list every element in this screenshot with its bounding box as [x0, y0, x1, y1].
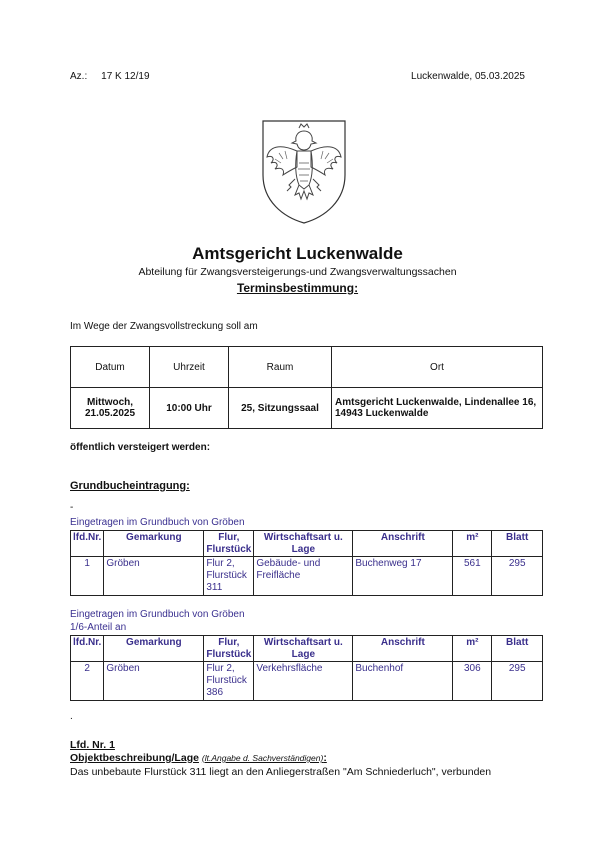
appointment-location: Amtsgericht Luckenwalde, Lindenallee 16, 14943 Luckenwalde [332, 388, 543, 429]
entry2-caption: Eingetragen im Grundbuch von Gröben [70, 609, 245, 620]
place-date: Luckenwalde, 05.03.2025 [411, 71, 525, 82]
separator-dot: . [70, 711, 73, 722]
lfd-nr-heading: Lfd. Nr. 1 [70, 739, 115, 751]
col-blatt: Blatt [492, 531, 543, 557]
col-blatt: Blatt [492, 636, 543, 662]
appointment-date: Mittwoch, 21.05.2025 [71, 388, 150, 429]
col-anschrift: Anschrift [353, 636, 453, 662]
col-lfd-nr: lfd.Nr. [71, 531, 104, 557]
col-m2: m² [453, 531, 492, 557]
cell-blatt: 295 [492, 557, 543, 596]
col-wirtschaftsart: Wirtschaftsart u. Lage [254, 636, 353, 662]
col-gemarkung: Gemarkung [104, 531, 204, 557]
col-wirtschaftsart: Wirtschaftsart u. Lage [254, 531, 353, 557]
cell-wirtschaftsart: Gebäude- und Freifläche [254, 557, 353, 596]
department: Abteilung für Zwangsversteigerungs-und Zwangsverwaltungssachen [138, 266, 457, 278]
az-label: Az.: [70, 71, 88, 82]
cell-m2: 306 [453, 662, 492, 701]
grundbuch-table-1 [70, 530, 543, 596]
col-m2: m² [453, 636, 492, 662]
az-value: 17 K 12/19 [101, 71, 150, 82]
court-name: Amtsgericht Luckenwalde [192, 244, 403, 263]
header-raum: Raum [229, 347, 332, 388]
appointment-room: 25, Sitzungssaal [229, 388, 332, 429]
table-row [71, 557, 543, 596]
case-number [70, 71, 150, 82]
appointment-table [70, 346, 543, 429]
col-flur: Flur, Flurstück [204, 531, 254, 557]
cell-m2: 561 [453, 557, 492, 596]
objekt-text: Das unbebaute Flurstück 311 liegt an den Anliegerstraßen "Am Schniederluch", verbunden [70, 766, 492, 778]
grundbuch-title: Grundbucheintragung: [70, 480, 190, 492]
header-datum: Datum [71, 347, 150, 388]
header-ort: Ort [332, 347, 543, 388]
col-gemarkung: Gemarkung [104, 636, 204, 662]
appointment-time: 10:00 Uhr [150, 388, 229, 429]
cell-gemarkung: Gröben [104, 557, 204, 596]
header-uhrzeit: Uhrzeit [150, 347, 229, 388]
cell-anschrift: Buchenhof [353, 662, 453, 701]
table-row [71, 662, 543, 701]
col-anschrift: Anschrift [353, 531, 453, 557]
objekt-label: Objektbeschreibung/Lage [70, 752, 199, 764]
cell-blatt: 295 [492, 662, 543, 701]
cell-flur: Flur 2, Flurstück 386 [204, 662, 254, 701]
col-lfd-nr: lfd.Nr. [71, 636, 104, 662]
cell-lfd: 2 [71, 662, 104, 701]
cell-wirtschaftsart: Verkehrsfläche [254, 662, 353, 701]
cell-anschrift: Buchenweg 17 [353, 557, 453, 596]
col-flur: Flur, Flurstück [204, 636, 254, 662]
objekt-heading [70, 752, 327, 764]
cell-gemarkung: Gröben [104, 662, 204, 701]
grundbuch-table-2 [70, 635, 543, 701]
objekt-note: (lt.Angabe d. Sachverständigen) [201, 753, 324, 763]
cell-flur: Flur 2, Flurstück 311 [204, 557, 254, 596]
brandenburg-eagle-crest-icon [259, 117, 349, 225]
cell-lfd: 1 [71, 557, 104, 596]
intro-text: Im Wege der Zwangsvollstreckung soll am [70, 321, 258, 332]
separator-dash: - [70, 502, 74, 513]
document-title: Terminsbestimmung: [236, 281, 359, 295]
entry1-caption: Eingetragen im Grundbuch von Gröben [70, 517, 245, 528]
entry2-share: 1/6-Anteil an [70, 622, 127, 633]
objekt-colon: : [323, 752, 327, 764]
auction-text: öffentlich versteigert werden: [70, 442, 211, 453]
